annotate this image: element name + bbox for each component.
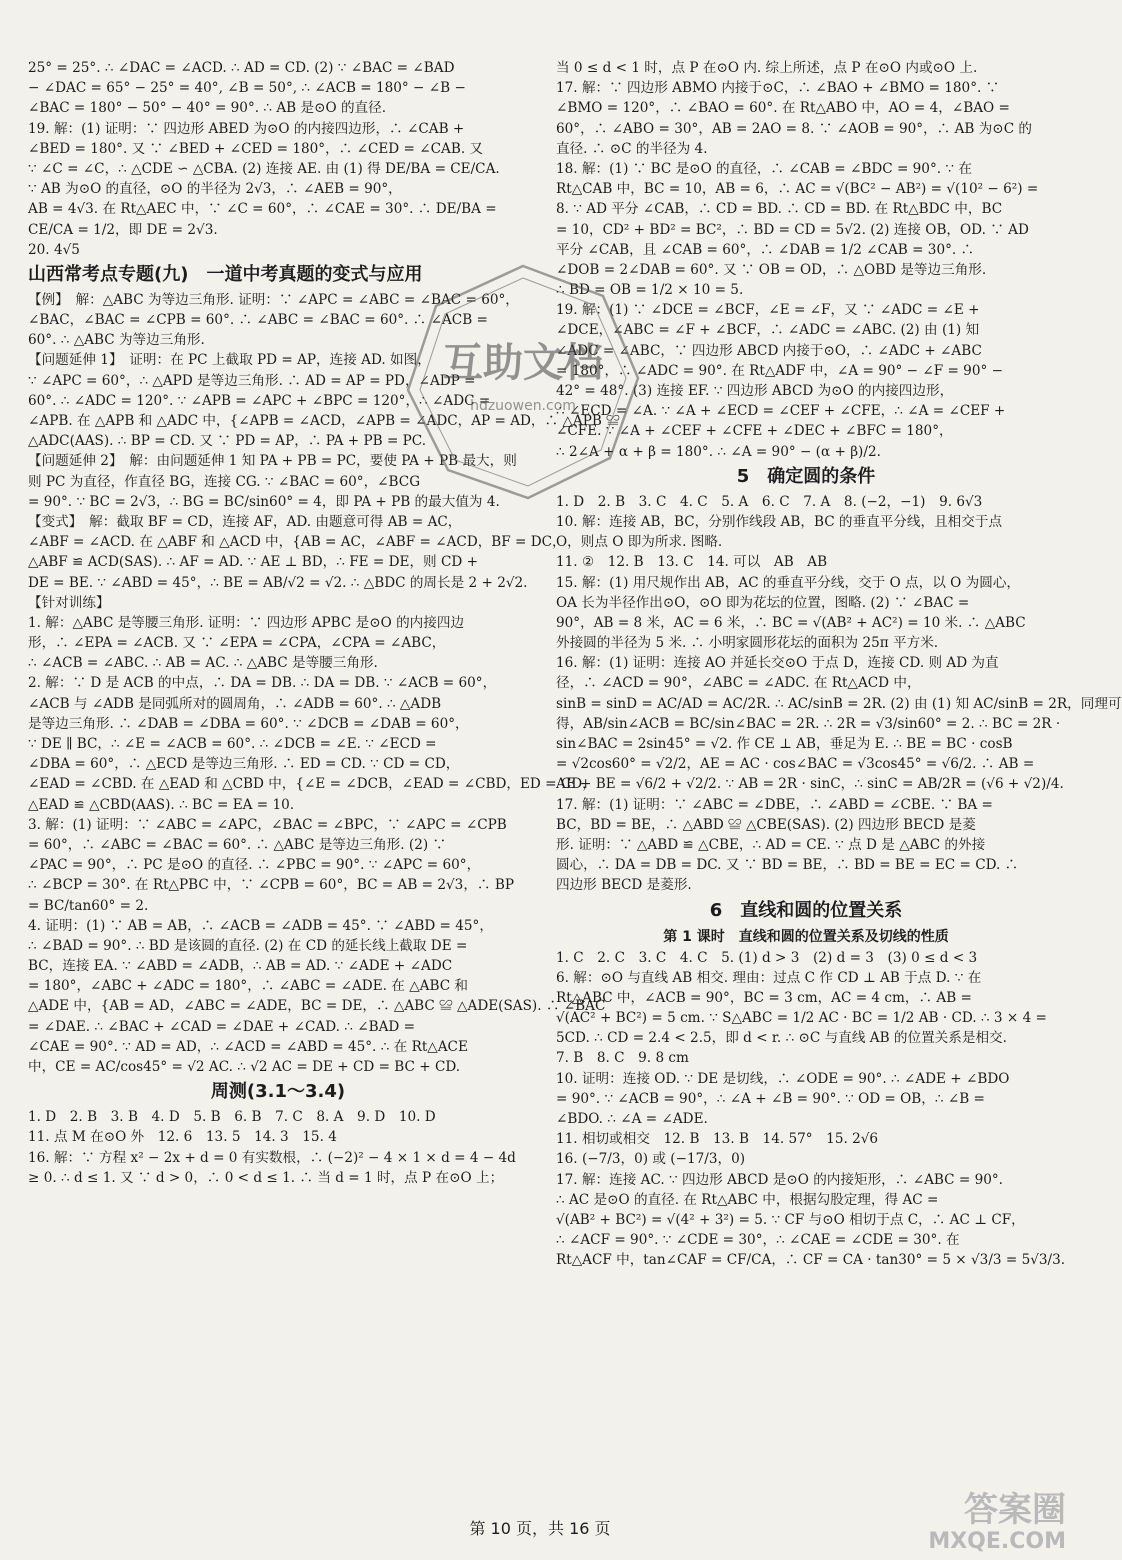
- answer-line: ∴ ∠ACF = 90°. ∵ ∠CDE = 30°，∴ ∠CAE = ∠CDE = 30°. 在: [556, 1232, 960, 1249]
- answer-line: ∠ADC = ∠ABC，∵ 四边形 ABCD 内接于⊙O，∴ ∠ADC + ∠ABC: [556, 342, 982, 359]
- answer-line: ∵ DE ∥ BC，∴ ∠E = ∠ACB = 60°. ∴ ∠DCB = ∠E. ∵ ∠ECD =: [28, 736, 437, 752]
- section-heading: 6 直线和圆的位置关系: [709, 899, 903, 921]
- answer-line: Rt△ABC 中，∠ACB = 90°，BC = 3 cm，AC = 4 cm，∴ AB =: [556, 989, 972, 1006]
- page-footer: 第 10 页，共 16 页: [469, 1519, 611, 1538]
- answer-line: DE = BE. ∵ ∠ABD = 45°，∴ BE = AB/√2 = √2. ∴ △BDC 的周长是 2 + 2√2.: [28, 574, 528, 591]
- answer-line: Rt△CAB 中，BC = 10，AB = 6，∴ AC = √(BC² − AB²) = √(10² − 6²) =: [556, 181, 1039, 198]
- answer-line: BC，连接 EA. ∵ ∠ABD = ∠ADB，∴ AB = AD. ∵ ∠ADE + ∠ADC: [28, 958, 453, 975]
- answer-line: 15. 解：(1) 用尺规作出 AB，AC 的垂直平分线，交于 O 点，以 O 为圆心，: [556, 574, 1021, 591]
- answer-line: 17. 解：连接 AC. ∵ 四边形 ABCD 是⊙O 的内接矩形，∴ ∠ABC = 90°.: [556, 1171, 1003, 1188]
- answer-line: − ∠DAC = 65° − 25° = 40°, ∠B = 50°, ∴ ∠ACB = 180° − ∠B −: [28, 80, 466, 97]
- answer-line: ∠ACB 与 ∠ADB 是同弧所对的圆周角，∴ ∠ADB = 60°. ∴ △ADB: [28, 695, 442, 712]
- answer-line: 18. 解：(1) ∵ BC 是⊙O 的直径，∴ ∠CAB = ∠BDC = 90°. ∵ 在: [556, 160, 972, 177]
- section-heading: 周测(3.1～3.4): [210, 1081, 346, 1103]
- corner-watermark: [928, 1492, 1066, 1554]
- answer-line: 5CD. ∴ CD = 2.4 < 2.5，即 d < r. ∴ ⊙C 与直线 AB 的位置关系是相交.: [556, 1030, 1007, 1047]
- answer-line: 7. B 8. C 9. 8 cm: [556, 1050, 689, 1067]
- answer-line: 1. D 2. B 3. B 4. D 5. B 6. B 7. C 8. A 9. D 10. D: [28, 1109, 436, 1126]
- answer-line: = 180°，∴ ∠ADC = 90°. 在 Rt△ADF 中，∠A = 90° − ∠F = 90° −: [556, 362, 1003, 379]
- answer-line: = ∠DAE. ∴ ∠BAC + ∠CAD = ∠DAE + ∠CAD. ∴ ∠BAD =: [28, 1018, 416, 1035]
- answer-line: sinB = sinD = AC/AD = AC/2R. ∴ AC/sinB = 2R. (2) 由 (1) 知 AC/sinB = 2R，同理可: [556, 695, 1122, 712]
- stamp-title: 互助文档: [443, 340, 603, 386]
- answer-line: ∠DCE，∠ABC = ∠F + ∠BCF，∴ ∠ADC = ∠ABC. (2) 由 (1) 知: [556, 322, 980, 339]
- answer-line: 2. 解：∵ D 是 ACB 的中点，∴ DA = DB. ∴ DA = DB. ∵ ∠ACB = 60°，: [28, 675, 497, 692]
- answer-line: 平分 ∠CAB，且 ∠CAB = 60°，∴ ∠DAB = 1/2 ∠CAB = 30°. ∴: [556, 241, 975, 258]
- section-subheading: 第 1 课时 直线和圆的位置关系及切线的性质: [663, 928, 949, 945]
- answer-line: = 180°，∠ABC + ∠ADC = 180°，∴ ∠ABC = ∠ADE. 在 △ABC 和: [28, 978, 469, 995]
- answer-line: = 60°，∴ ∠ABC = ∠BAC = 60°. ∴ △ABC 是等边三角形. (2) ∵: [28, 836, 447, 853]
- answer-line: ∠DBA = 60°，∴ △ECD 是等边三角形. ∴ ED = CD. ∵ CD = CD，: [28, 756, 460, 773]
- answer-line: 3. 解：(1) 证明：∵ ∠ABC = ∠APC，∠BAC = ∠BPC，∵ ∠APC = ∠CPB: [28, 816, 507, 833]
- answer-line: AB = 4√3. 在 Rt△AEC 中，∵ ∠C = 60°，∴ ∠CAE = 30°. ∴ DE/BA =: [28, 201, 497, 218]
- answer-line: 16. 解：∵ 方程 x² − 2x + d = 0 有实数根，∴ (−2)² − 4 × 1 × d = 4 − 4d: [28, 1149, 516, 1166]
- answer-line: 16. (−7/3，0) 或 (−17/3，0): [556, 1151, 746, 1168]
- answer-line: ∠ABF = ∠ACD. 在 △ABF 和 △ACD 中，{AB = AC，∠ABF = ∠ACD，BF = DC，: [28, 534, 566, 551]
- answer-line: = 90°. ∵ ∠ACB = 90°，∴ ∠A + ∠B = 90°. ∵ OD = OB，∴ ∠B =: [556, 1090, 985, 1107]
- answer-line: 得，AB/sin∠ACB = BC/sin∠BAC = 2R. ∴ 2R = √3/sin60° = 2. ∴ BC = 2R ·: [556, 715, 1061, 732]
- answer-line: 当 0 ≤ d < 1 时，点 P 在⊙O 内. 综上所述，点 P 在⊙O 内或⊙O 上.: [556, 60, 978, 76]
- answer-line: 90°，AB = 8 米，AC = 6 米，∴ BC = √(AB² + AC²) = 10 米. ∴ △ABC: [556, 614, 1026, 631]
- answer-line: 【例】 解：△ABC 为等边三角形. 证明：∵ ∠APC = ∠ABC = ∠BAC = 60°，: [28, 291, 519, 308]
- answer-line: 1. C 2. C 3. C 4. C 5. (1) d > 3 (2) d = 3 (3) 0 ≤ d < 3: [556, 949, 978, 966]
- answer-line: 20. 4√5: [28, 241, 80, 258]
- answer-line: ∴ 2∠A + α + β = 180°. ∴ ∠A = 90° − (α + β)/2.: [556, 443, 881, 460]
- answer-line: 是等边三角形. ∴ ∠DAB = ∠DBA = 60°. ∵ ∠DCB = ∠DAB = 60°，: [28, 715, 469, 732]
- answer-line: 42° = 48°. (3) 连接 EF. ∵ 四边形 ABCD 为⊙O 的内接四边形，: [556, 383, 954, 399]
- answer-line: BC，BD = BE，∴ △ABD ≌ △CBE(SAS). (2) 四边形 BECD 是菱: [556, 816, 976, 833]
- answer-line: 【变式】 解：截取 BF = CD，连接 AF，AD. 由题意可得 AB = AC，: [28, 513, 462, 530]
- answer-line: 形. 证明：∵ △ABD ≌ △CBE，∴ AD = CE. ∵ 点 D 是 △ABC 的外接: [556, 836, 986, 853]
- answer-line: ∠BAC，∠BAC = ∠CPB = 60°. ∴ ∠ABC = ∠BAC = 60°. ∴ ∠ACB =: [28, 312, 488, 329]
- answer-line: ∠EAD = ∠CBD. 在 △EAD 和 △CBD 中，{∠E = ∠DCB，∠EAD = ∠CBD，ED = CD，: [28, 776, 596, 793]
- answer-line: 19. 解：(1) ∵ ∠DCE = ∠BCF，∠E = ∠F，又 ∵ ∠ADC = ∠E +: [556, 302, 980, 319]
- answer-line: 四边形 BECD 是菱形.: [556, 877, 692, 894]
- answer-line: ∠BED = 180°. 又 ∵ ∠BED + ∠CED = 180°，∴ ∠CED = ∠CAB. 又: [28, 140, 484, 157]
- answer-line: √(AC² + BC²) = 5 cm. ∵ S△ABC = 1/2 AC · BC = 1/2 AB · CD. ∴ 3 × 4 =: [556, 1010, 1047, 1027]
- answer-line: △EAD ≌ △CBD(AAS). ∴ BC = EA = 10.: [28, 796, 295, 813]
- answer-line: √(AB² + BC²) = √(4² + 3²) = 5. ∵ CF 与⊙O 相切于点 C，∴ AC ⊥ CF，: [556, 1211, 1025, 1228]
- answer-line: = BC/tan60° = 2.: [28, 897, 149, 914]
- answer-line: ∴ BD = OB = 1/2 × 10 = 5.: [556, 282, 744, 299]
- answer-line: ∴ ∠ECD = ∠A. ∵ ∠A + ∠ECD = ∠CEF + ∠CFE，∴ ∠A = ∠CEF +: [556, 403, 1006, 420]
- answer-line: 8. ∵ AD 平分 ∠CAB，∴ CD = BD. ∴ CD = BD. 在 Rt△BDC 中，BC: [556, 201, 1003, 218]
- answer-line: 外接圆的半径为 5 米. ∴ 小明家圆形花坛的面积为 25π 平方米.: [556, 635, 939, 652]
- answer-line: ∵ ∠C = ∠C，∴ △CDE ∽ △CBA. (2) 连接 AE. 由 (1) 得 DE/BA = CE/CA.: [28, 160, 500, 177]
- answer-line: 1. D 2. B 3. C 4. C 5. A 6. C 7. A 8. (−2，−1) 9. 6√3: [556, 493, 983, 510]
- answer-line: 4. 证明：(1) ∵ AB = AB，∴ ∠ACB = ∠ADB = 45°. ∵ ∠ABD = 45°，: [28, 917, 493, 934]
- answer-line: 16. 解：(1) 证明：连接 AO 并延长交⊙O 于点 D，连接 CD. 则 AD 为直: [556, 655, 999, 672]
- answer-line: 1. 解：△ABC 是等腰三角形. 证明：∵ 四边形 APBC 是⊙O 的内接四边: [28, 614, 465, 631]
- answer-line: ∠CFE. ∵ ∠A + ∠CEF + ∠CFE + ∠DEC + ∠BFC = 180°，: [556, 423, 953, 440]
- answer-line: 圆心，∴ DA = DB = DC. 又 ∵ BD = BE，∴ BD = BE = EC = CD. ∴: [556, 857, 1019, 874]
- watermark-url: MXQE.COM: [928, 1528, 1066, 1554]
- answer-line: O，则点 O 即为所求. 图略.: [556, 534, 723, 551]
- answer-line: ∴ AC 是⊙O 的直径. 在 Rt△ABC 中，根据勾股定理，得 AC =: [556, 1191, 939, 1208]
- answer-line: 中，CE = AC/cos45° = √2 AC. ∴ √2 AC = DE + CD = BC + CD.: [28, 1059, 461, 1075]
- answer-line: 11. ② 12. B 13. C 14. 可以 AB AB: [556, 554, 828, 571]
- answer-line: AE + BE = √6/2 + √2/2. ∵ AB = 2R · sinC，∴ sinC = AB/2R = (√6 + √2)/4.: [556, 776, 1064, 793]
- right-column: [556, 58, 1122, 1271]
- answer-line: ∠CAE = 90°. ∵ AD = AD，∴ ∠ACD = ∠ABD = 45°. ∴ 在 Rt△ACE: [28, 1038, 468, 1055]
- answer-line: ∴ ∠BAD = 90°. ∴ BD 是该圆的直径. (2) 在 CD 的延长线上截取 DE =: [28, 937, 468, 954]
- answer-line: 【问题延伸 1】 证明：在 PC 上截取 PD = AP，连接 AD. 如图，: [28, 352, 431, 369]
- answer-line: = 90°. ∵ BC = 2√3，∴ BG = BC/sin60° = 4，即 PA + PB 的最大值为 4.: [28, 493, 500, 510]
- answer-line: 10. 解：连接 AB，BC，分别作线段 AB，BC 的垂直平分线，且相交于点: [556, 513, 1003, 530]
- answer-line: ∠BAC = 180° − 50° − 40° = 90°. ∴ AB 是⊙O 的直径.: [28, 100, 387, 117]
- answer-line: ∠BDO. ∴ ∠A = ∠ADE.: [556, 1111, 708, 1127]
- answer-line: = √2cos60° = √2/2，AE = AC · cos∠BAC = √3cos45° = √6/2. ∴ AB =: [556, 756, 1035, 773]
- answer-line: sin∠BAC = 2sin45° = √2. 作 CE ⊥ AB，垂足为 E. ∴ BE = BC · cosB: [556, 736, 1013, 752]
- answer-line: △ADE 中，{AB = AD，∠ABC = ∠ADE，BC = DE，∴ △ABC ≌ △ADE(SAS). ∴ ∠BAC: [28, 998, 606, 1015]
- section-heading: 5 确定圆的条件: [736, 465, 876, 487]
- answer-line: 60°. ∴ ∠ADC = 120°. ∵ ∠APB = ∠APC + ∠BPC = 120°，∴ ∠ADC =: [28, 392, 491, 409]
- answer-line: ∠BMO = 120°，∴ ∠BAO = 60°. 在 Rt△ABO 中，AO = 4，∠BAO =: [556, 100, 1010, 117]
- answer-line: = 10，CD² + BD² = BC²，∴ BD = CD = 5√2. (2) 连接 OB，OD. ∵ AD: [556, 221, 1029, 238]
- answer-line: 11. 相切或相交 12. B 13. B 14. 57° 15. 2√6: [556, 1131, 879, 1148]
- answer-line: ∴ ∠BCP = 30°. 在 Rt△PBC 中，∵ ∠CPB = 60°，BC = AB = 2√3，∴ BP: [28, 877, 514, 894]
- left-column: [28, 58, 620, 1188]
- section-heading: 山西常考点专题(九) 一道中考真题的变式与应用: [28, 263, 423, 285]
- answer-line: ∠DOB = 2∠DAB = 60°. 又 ∵ OB = OD，∴ △OBD 是等边三角形.: [556, 261, 987, 278]
- answer-line: ∠APB. 在 △APB 和 △ADC 中，{∠APB = ∠ACD，∠APB = ∠ADC，AP = AD，∴ △APB ≌: [28, 413, 620, 429]
- answer-line: △ADC(AAS). ∴ BP = CD. 又 ∵ PD = AP，∴ PA + PB = PC.: [28, 433, 427, 450]
- answer-line: 60°. ∴ △ABC 为等边三角形.: [28, 332, 205, 349]
- answer-line: 则 PC 为直径，作直径 BG，连接 CG. ∵ ∠BAC = 60°，∠BCG: [28, 473, 421, 490]
- answer-line: 25° = 25°. ∴ ∠DAC = ∠ACD. ∴ AD = CD. (2) ∵ ∠BAC = ∠BAD: [28, 60, 455, 76]
- answer-line: 19. 解：(1) 证明：∵ 四边形 ABED 为⊙O 的内接四边形，∴ ∠CAB +: [28, 120, 465, 137]
- answer-line: 形，∴ ∠EPA = ∠ACB. 又 ∵ ∠EPA = ∠CPA，∠CPA = ∠ABC，: [28, 635, 446, 652]
- answer-line: 60°，∴ ∠ABO = 30°，AB = 2AO = 8. ∵ ∠AOB = 90°，∴ AB 为⊙C 的: [556, 120, 1033, 137]
- answer-line: OA 长为半径作出⊙O，⊙O 即为花坛的位置，图略. (2) ∵ ∠BAC =: [556, 594, 970, 611]
- answer-line: 直径. ∴ ⊙C 的半径为 4.: [556, 140, 708, 157]
- answer-line: 11. 点 M 在⊙O 外 12. 6 13. 5 14. 3 15. 4: [28, 1129, 337, 1146]
- answer-line: Rt△ACF 中，tan∠CAF = CF/CA，∴ CF = CA · tan30° = 5 × √3/3 = 5√3/3.: [556, 1252, 1066, 1269]
- answer-line: CE/CA = 1/2，即 DE = 2√3.: [28, 221, 218, 238]
- answer-line: 径，∴ ∠ACD = 90°，∠ABC = ∠ADC. 在 Rt△ACD 中，: [556, 675, 921, 692]
- answer-line: ∵ ∠APC = 60°，∴ △APD 是等边三角形. ∴ AD = AP = PD，∠ADP =: [28, 372, 476, 389]
- answer-line: △ABF ≌ ACD(SAS). ∴ AF = AD. ∵ AE ⊥ BD，∴ FE = DE，则 CD +: [28, 554, 478, 571]
- answer-line: ∵ AB 为⊙O 的直径，⊙O 的半径为 2√3，∴ ∠AEB = 90°，: [28, 181, 402, 198]
- answer-line: ∴ ∠ACB = ∠ABC. ∴ AB = AC. ∴ △ABC 是等腰三角形.: [28, 655, 378, 672]
- answer-line: ≥ 0. ∴ d ≤ 1. 又 ∵ d > 0，∴ 0 < d ≤ 1. ∴ 当 d = 1 时，点 P 在⊙O 上；: [28, 1169, 504, 1186]
- stamp-url: hdzuowen.com: [470, 398, 576, 414]
- watermark-title: 答案圈: [964, 1490, 1066, 1531]
- answer-line: 17. 解：(1) 证明：∵ ∠ABC = ∠DBE，∴ ∠ABD = ∠CBE. ∵ BA =: [556, 796, 993, 813]
- answer-line: 10. 证明：连接 OD. ∵ DE 是切线，∴ ∠ODE = 90°. ∴ ∠ADE + ∠BDO: [556, 1070, 1010, 1087]
- answer-line: 17. 解：∵ 四边形 ABMO 内接于⊙C，∴ ∠BAO + ∠BMO = 180°. ∵: [556, 80, 1000, 97]
- answer-line: 【针对训练】: [28, 594, 110, 611]
- answer-line: 6. 解：⊙O 与直线 AB 相交. 理由：过点 C 作 CD ⊥ AB 于点 D. ∵ 在: [556, 969, 982, 986]
- answer-line: ∠PAC = 90°，∴ PC 是⊙O 的直径. ∴ ∠PBC = 90°. ∵ ∠APC = 60°，: [28, 857, 481, 874]
- answer-line: 【问题延伸 2】 解：由问题延伸 1 知 PA + PB = PC，要使 PA + PB 最大，则: [28, 453, 517, 470]
